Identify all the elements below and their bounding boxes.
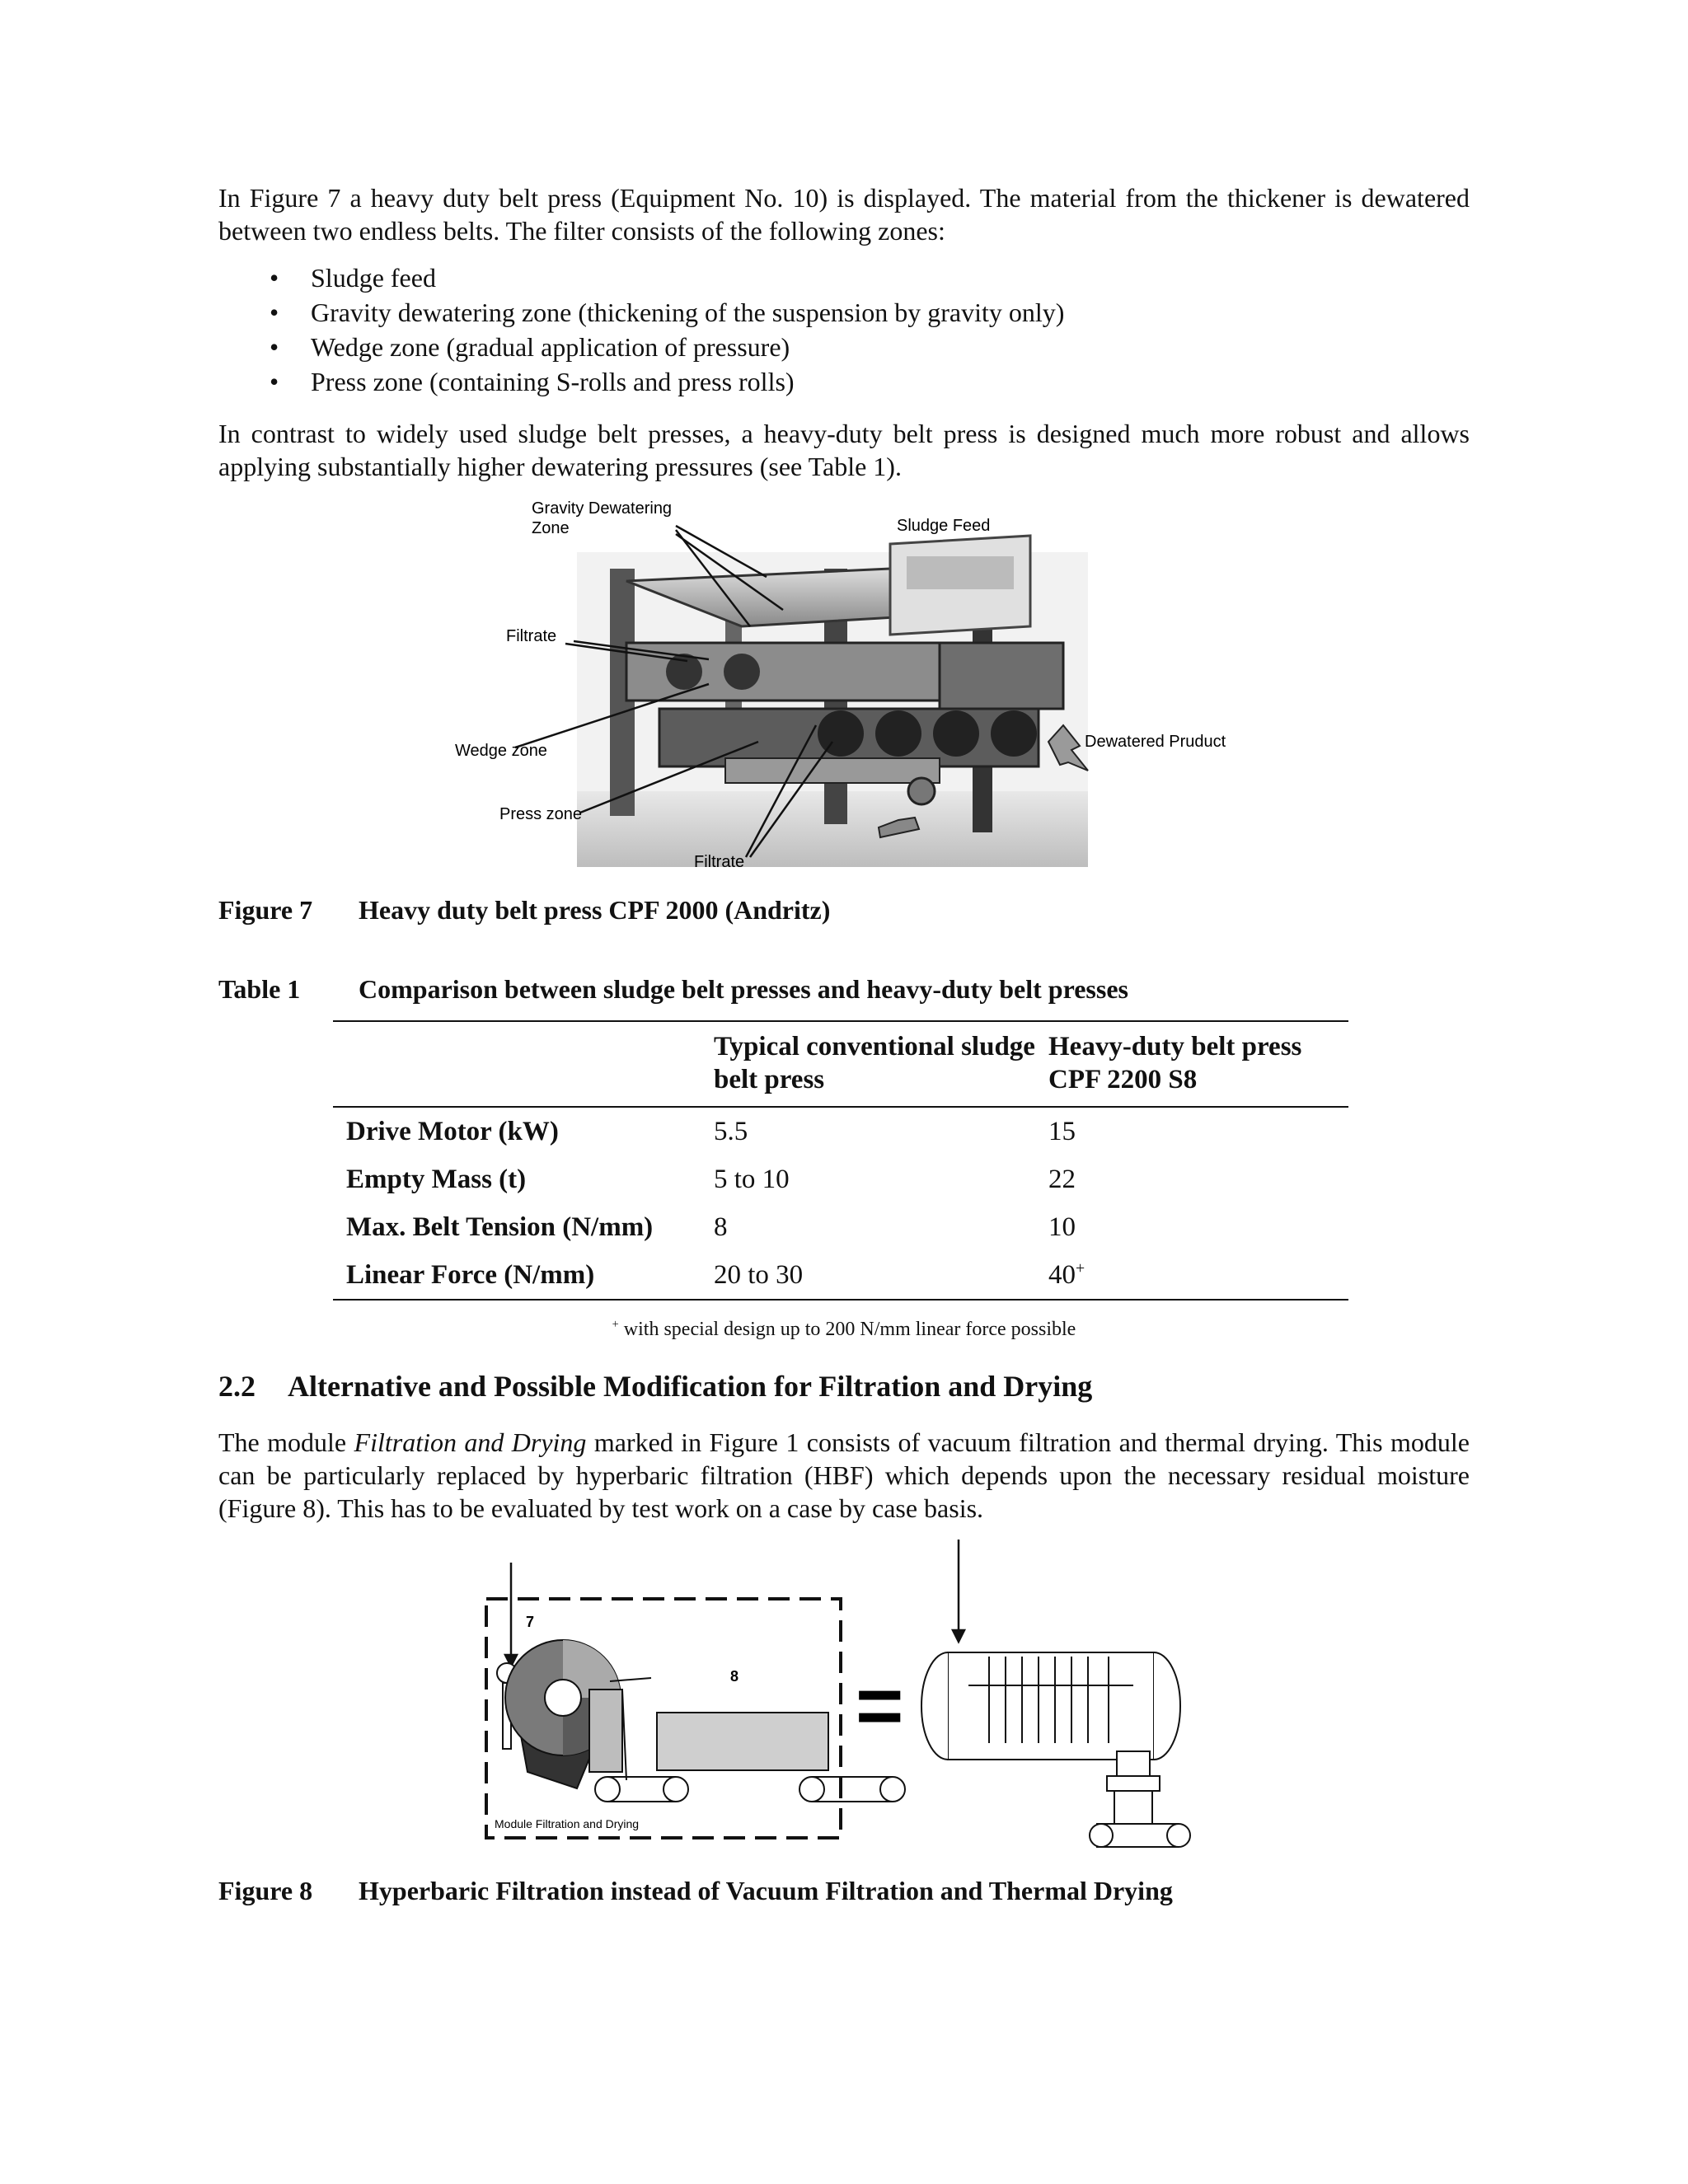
bullet-icon: • [270,298,279,327]
module-paragraph: The module Filtration and Drying marked in Figure 1 consists of vacuum filtration and thermal drying. This module can be particularly replaced by hyperbaric filtration (HBF) which depends upon the necessary residual moisture (Figure 8). This has to be evaluated by test work on a case by case basis. [218,1427,1470,1523]
header-blank [333,1021,701,1107]
filtrate-bottom-label: Filtrate [694,853,745,871]
figure-7-caption [218,893,830,926]
figure-8-caption [218,1874,1173,1907]
gravity-dewatering-label: Gravity Dewatering [532,499,673,518]
row-label: Max. Belt Tension (N/mm) [346,1212,654,1242]
footnote-text: with special design up to 200 N/mm linear force possible [618,1319,1076,1340]
row-label: Drive Motor (kW) [346,1117,559,1146]
row-label: Linear Force (N/mm) [346,1260,595,1290]
figure-8-diagram [0,1533,1688,1863]
table-1-caption [218,972,1128,1005]
heavy-value: 22 [1048,1165,1076,1194]
heavy-value [1035,1251,1348,1300]
conveyor-left-icon [595,1777,905,1802]
list-item: • Press zone (containing S-rolls and press rolls) [218,364,1064,399]
press-zone-label: Press zone [499,805,583,823]
caption-text: Hyperbaric Filtration instead of Vacuum Filtration and Thermal Drying [359,1876,1173,1905]
table-row [333,1107,1348,1155]
comparison-table [333,1020,1348,1301]
section-number: 2.2 [218,1370,256,1403]
conventional-value: 5.5 [714,1117,748,1146]
header-heavy-line2: CPF 2200 S8 [1048,1065,1198,1094]
table-number: Table 1 [218,974,301,1004]
section-heading [218,1368,1092,1404]
vacuum-filter-icon [497,1640,651,1788]
wedge-zone-label: Wedge zone [455,742,547,760]
caption-text: Heavy duty belt press CPF 2000 (Andritz) [359,895,831,925]
intro-paragraph: In Figure 7 a heavy duty belt press (Equipment No. 10) is displayed. The material from the thickener is dewatered between two endless belts. The filter consists of the following zones: [218,183,1470,246]
heavy-value: 10 [1048,1212,1076,1242]
footnote-mark: + [612,1318,619,1331]
table-footnote [0,1319,1688,1341]
sludge-feed-label: Sludge Feed [897,517,991,535]
table-header-row [333,1021,1348,1107]
equals-sign: = [856,1660,904,1752]
label-8: 8 [730,1668,739,1685]
feed-arrow-left [505,1563,517,1666]
module-name-italic: Filtration and Drying [354,1427,587,1457]
header-heavy-duty [1035,1021,1348,1107]
bullet-icon: • [270,367,279,396]
caption-text: Comparison between sludge belt presses and heavy-duty belt presses [359,974,1128,1004]
contrast-paragraph: In contrast to widely used sludge belt presses, a heavy-duty belt press is designed much more robust and allows applying substantially higher dewatering pressures (see Table 1). [218,419,1470,481]
row-label: Empty Mass (t) [346,1165,527,1194]
hyperbaric-filter-icon [921,1652,1190,1847]
section-title: Alternative and Possible Modification for Filtration and Drying [288,1370,1093,1403]
figure-number: Figure 7 [218,895,313,925]
table-row [333,1203,1348,1251]
list-item: • Gravity dewatering zone (thickening of the suspension by gravity only) [218,295,1064,330]
module-filtration-label: Module Filtration and Drying [495,1817,640,1830]
header-heavy-line1: Heavy-duty belt press [1048,1032,1302,1062]
heavy-value: 15 [1048,1117,1076,1146]
table-row [333,1155,1348,1203]
conventional-value: 20 to 30 [714,1260,804,1290]
bullet-icon: • [270,332,279,362]
heavy-value-number: 40 [1048,1260,1076,1290]
header-conventional: Typical conventional sludge belt press [714,1032,1035,1094]
conventional-value: 8 [714,1212,728,1242]
label-7: 7 [526,1614,535,1630]
heavy-value-sup: + [1076,1259,1085,1277]
bullet-icon: • [270,263,279,293]
conventional-value: 5 to 10 [714,1165,790,1194]
dryer-box-icon [657,1713,828,1770]
list-item: • Wedge zone (gradual application of pressure) [218,330,1064,364]
filtrate-top-label: Filtrate [506,627,557,645]
figure-7-belt-press [0,0,1688,907]
gravity-dewatering-label-2: Zone [532,519,570,537]
feed-arrow-right [953,1540,964,1642]
figure-number: Figure 8 [218,1876,313,1905]
table-row [333,1251,1348,1300]
list-item: • Sludge feed [218,260,1064,295]
dewatered-product-label: Dewatered Pruduct [1085,733,1226,751]
